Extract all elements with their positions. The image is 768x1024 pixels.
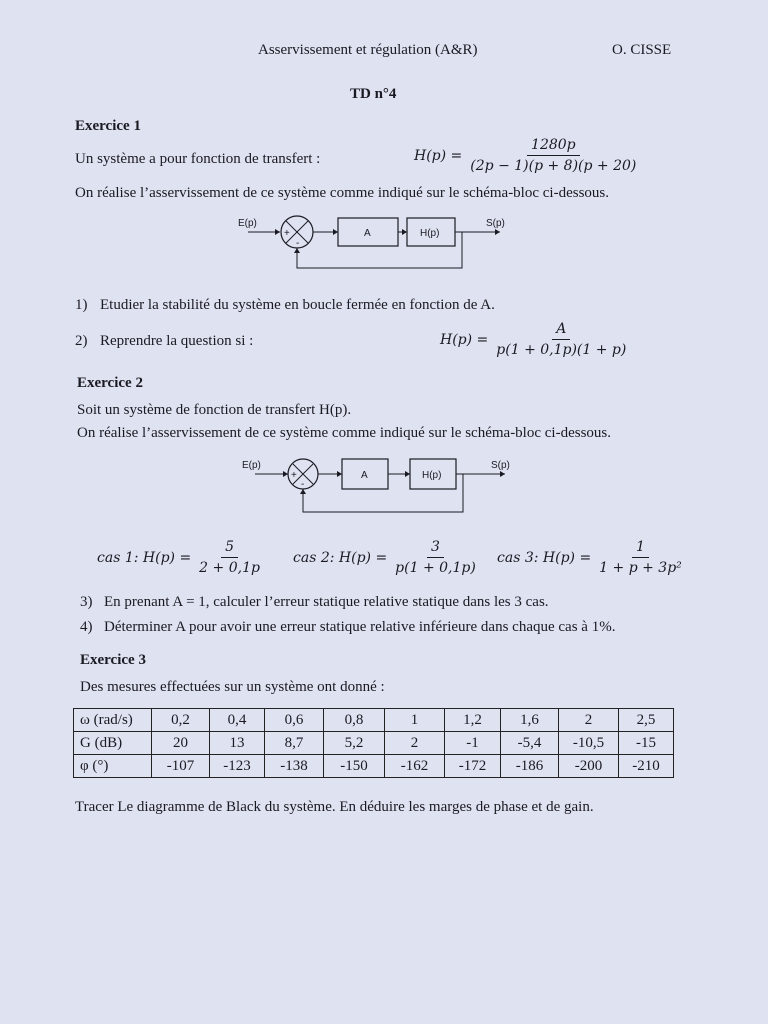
table-cell: 0,2: [152, 709, 210, 732]
table-cell: 20: [152, 732, 210, 755]
exercise-2-line-2: On réalise l’asservissement de ce système comme indiqué sur le schéma-bloc ci-dessous.: [77, 425, 612, 441]
case-1-denominator: 2 + 0,1p: [199, 560, 260, 576]
diagram-2-plus-sign: +: [291, 470, 297, 481]
table-cell: -123: [210, 755, 265, 778]
question-3-number: 3): [80, 594, 93, 610]
table-cell: 0,6: [265, 709, 324, 732]
diagram-1-plus-sign: +: [284, 228, 290, 239]
transfer-function-1-denominator: (2p − 1)(p + 8)(p + 20): [470, 158, 637, 174]
table-cell: 0,4: [210, 709, 265, 732]
table-row-phase: [74, 755, 674, 778]
transfer-function-2-lhs: H(p) =: [440, 331, 489, 348]
case-2-transfer-function: [293, 538, 480, 577]
diagram-2-input-label: E(p): [242, 460, 261, 471]
diagram-1-block-h-label: H(p): [420, 228, 440, 239]
table-cell: -138: [265, 755, 324, 778]
question-2-number: 2): [75, 333, 88, 349]
case-2-lhs: cas 2: H(p) =: [293, 549, 388, 566]
case-1-numerator: 5: [221, 538, 238, 558]
diagram-1-output-label: S(p): [486, 218, 505, 229]
table-cell: 1,6: [501, 709, 559, 732]
table-row-omega: [74, 709, 674, 732]
diagram-2-block-h-label: H(p): [422, 470, 442, 481]
question-3-text: En prenant A = 1, calculer l’erreur statique relative statique dans les 3 cas.: [104, 594, 549, 610]
case-3-lhs: cas 3: H(p) =: [497, 549, 592, 566]
table-cell: -15: [619, 732, 674, 755]
exercise-3-instruction: Tracer Le diagramme de Black du système. En déduire les marges de phase et de gain.: [75, 799, 594, 815]
transfer-function-2-numerator: A: [552, 320, 570, 340]
diagram-1-block-a-label: A: [364, 228, 371, 239]
question-4-number: 4): [80, 619, 93, 635]
table-cell: -172: [445, 755, 501, 778]
table-cell: 1: [385, 709, 445, 732]
table-cell: -186: [501, 755, 559, 778]
exercise-2-title: Exercice 2: [77, 375, 143, 391]
transfer-function-1: [414, 136, 640, 175]
block-diagram-2: [235, 452, 525, 518]
course-title: Asservissement et régulation (A&R): [258, 42, 478, 58]
exercise-3-title: Exercice 3: [80, 652, 146, 668]
table-cell: -200: [559, 755, 619, 778]
exercise-2-line-1: Soit un système de fonction de transfert H(p).: [77, 402, 352, 418]
question-4-text: Déterminer A pour avoir une erreur statique relative inférieure dans chaque cas à 1%.: [104, 619, 616, 635]
table-cell: -10,5: [559, 732, 619, 755]
transfer-function-2-denominator: p(1 + 0,1p)(1 + p): [496, 342, 627, 358]
case-3-transfer-function: [497, 538, 686, 577]
table-cell: -162: [385, 755, 445, 778]
case-3-denominator: 1 + p + 3p²: [599, 560, 682, 576]
diagram-2-minus-sign: -: [301, 479, 305, 490]
table-cell: -150: [324, 755, 385, 778]
exercise-1-intro: Un système a pour fonction de transfert :: [75, 151, 321, 167]
table-cell: 8,7: [265, 732, 324, 755]
exercise-3-intro: Des mesures effectuées sur un système ont donné :: [80, 679, 385, 695]
transfer-function-2: [440, 320, 630, 359]
transfer-function-1-lhs: H(p) =: [414, 147, 463, 164]
table-cell: -1: [445, 732, 501, 755]
case-1-lhs: cas 1: H(p) =: [97, 549, 192, 566]
diagram-1-input-label: E(p): [238, 218, 257, 229]
table-cell: -5,4: [501, 732, 559, 755]
diagram-1-minus-sign: -: [296, 238, 300, 249]
table-row-label: φ (°): [74, 755, 152, 778]
case-2-denominator: p(1 + 0,1p): [395, 560, 476, 576]
exercise-1-setup: On réalise l’asservissement de ce système comme indiqué sur le schéma-bloc ci-dessous.: [75, 185, 610, 201]
table-cell: 0,8: [324, 709, 385, 732]
table-row-label: G (dB): [74, 732, 152, 755]
question-1-number: 1): [75, 297, 88, 313]
measurements-table: [73, 708, 674, 778]
table-cell: 5,2: [324, 732, 385, 755]
diagram-2-block-a-label: A: [361, 470, 368, 481]
diagram-2-output-label: S(p): [491, 460, 510, 471]
author-name: O. CISSE: [612, 42, 672, 58]
table-cell: 13: [210, 732, 265, 755]
question-1-text: Etudier la stabilité du système en boucle fermée en fonction de A.: [100, 297, 495, 313]
table-cell: 2: [559, 709, 619, 732]
table-cell: -210: [619, 755, 674, 778]
transfer-function-1-numerator: 1280p: [527, 136, 580, 156]
block-diagram-1: [230, 210, 520, 276]
table-row-gain: [74, 732, 674, 755]
table-cell: -107: [152, 755, 210, 778]
case-3-numerator: 1: [632, 538, 649, 558]
table-cell: 2,5: [619, 709, 674, 732]
case-1-transfer-function: [97, 538, 264, 577]
table-cell: 1,2: [445, 709, 501, 732]
table-cell: 2: [385, 732, 445, 755]
case-2-numerator: 3: [427, 538, 444, 558]
table-row-label: ω (rad/s): [74, 709, 152, 732]
td-title: TD n°4: [350, 86, 397, 102]
exercise-1-title: Exercice 1: [75, 118, 141, 134]
question-2-text: Reprendre la question si :: [100, 333, 254, 349]
